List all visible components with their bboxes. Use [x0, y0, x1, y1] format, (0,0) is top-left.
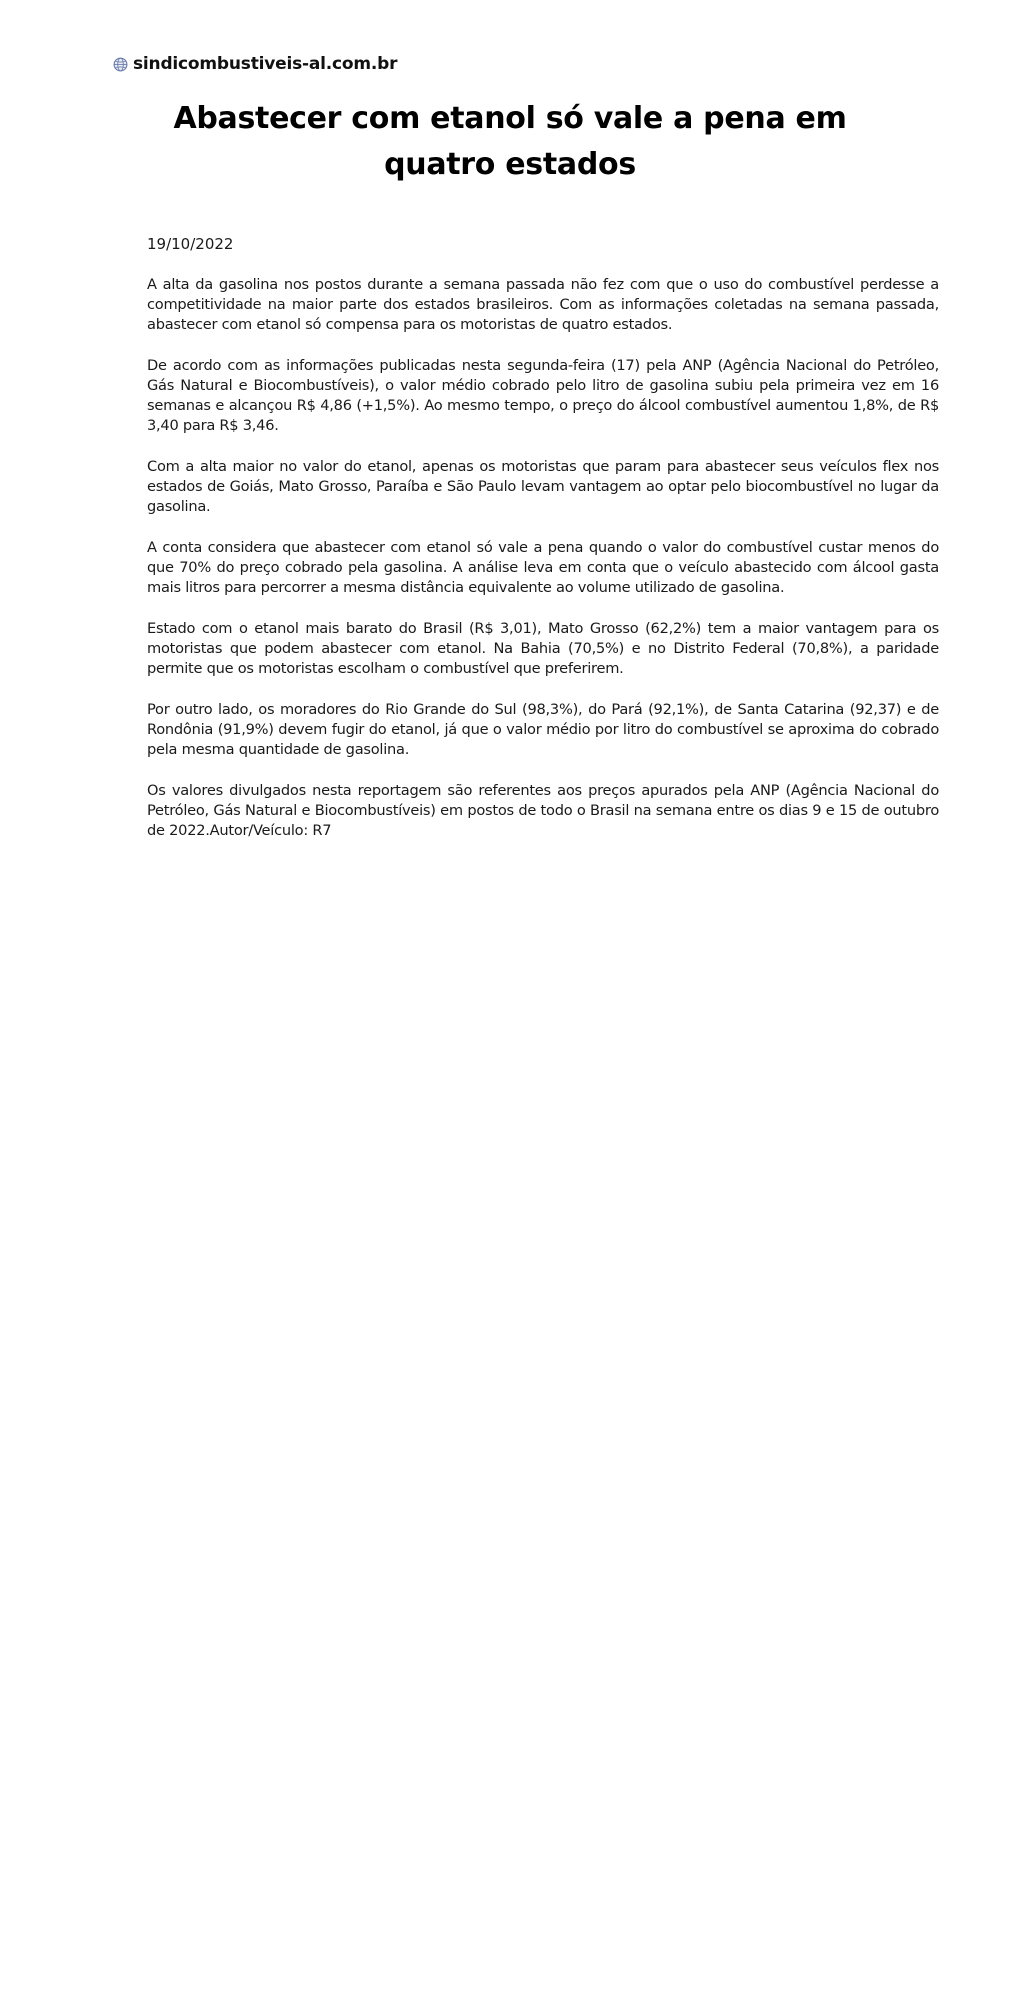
article-paragraph-4: A conta considera que abastecer com etanol só vale a pena quando o valor do combustível custar menos do que 70% do preço cobrado pela gasolina. A análise leva em conta que o veículo abastecido com álcool gasta mais litros para percorrer a mesma distância equivalente ao volume utilizado de gasolina.: [147, 539, 939, 596]
article-title: Abastecer com etanol só vale a pena em quatro estados: [173, 101, 847, 182]
article-paragraph-3: Com a alta maior no valor do etanol, apenas os motoristas que param para abastecer seus veículos flex nos estados de Goiás, Mato Grosso, Paraíba e São Paulo levam vantagem ao optar pelo biocombustível no lugar da gasolina.: [147, 458, 939, 515]
article-paragraph-6: Por outro lado, os moradores do Rio Grande do Sul (98,3%), do Pará (92,1%), de Santa Catarina (92,37) e de Rondônia (91,9%) devem fugir do etanol, já que o valor médio por litro do combustível se aproxima do cobrado pela mesma quantidade de gasolina.: [147, 701, 939, 758]
article-paragraph-7: Os valores divulgados nesta reportagem são referentes aos preços apurados pela ANP (Agência Nacional do Petróleo, Gás Natural e Biocombustíveis) em postos de todo o Brasil na semana entre os dias 9 e 15 de outubro de 2022.Autor/Veículo: R7: [147, 782, 939, 839]
article-date: 19/10/2022: [147, 235, 234, 253]
site-header: [113, 52, 397, 76]
article-paragraph-5: Estado com o etanol mais barato do Brasil (R$ 3,01), Mato Grosso (62,2%) tem a maior vantagem para os motoristas que podem abastecer com etanol. Na Bahia (70,5%) e no Distrito Federal (70,8%), a paridade permite que os motoristas escolham o combustível que preferirem.: [147, 620, 939, 677]
article-body: [147, 234, 939, 862]
site-name: sindicombustiveis-al.com.br: [133, 54, 398, 74]
article-paragraph-2: De acordo com as informações publicadas nesta segunda-feira (17) pela ANP (Agência Nacional do Petróleo, Gás Natural e Biocombustíveis), o valor médio cobrado pelo litro de gasolina subiu pela primeira vez em 16 semanas e alcançou R$ 4,86 (+1,5%). Ao mesmo tempo, o preço do álcool combustível aumentou 1,8%, de R$ 3,40 para R$ 3,46.: [147, 357, 939, 434]
article-paragraph-1: A alta da gasolina nos postos durante a semana passada não fez com que o uso do combustível perdesse a competitividade na maior parte dos estados brasileiros. Com as informações coletadas na semana passada, abastecer com etanol só compensa para os motoristas de quatro estados.: [147, 276, 939, 333]
globe-icon: [113, 57, 128, 72]
